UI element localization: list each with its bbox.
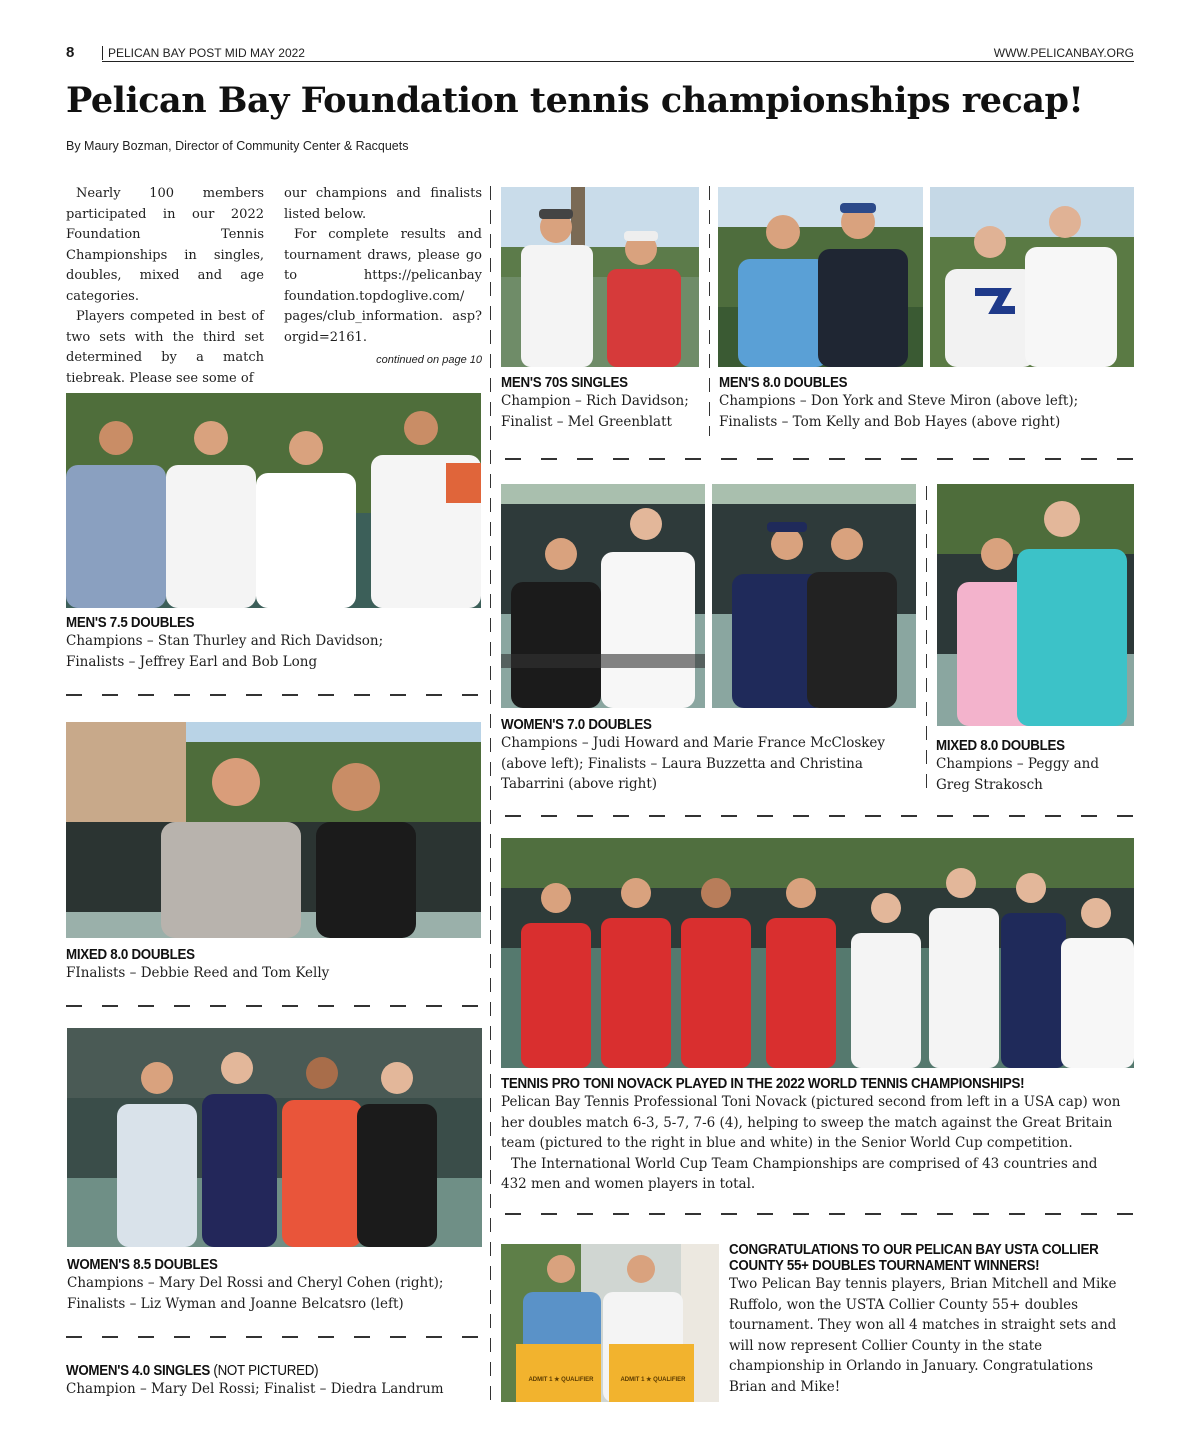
caption-heading: WOMEN'S 7.0 DOUBLES xyxy=(501,717,652,733)
caption-heading: MEN'S 8.0 DOUBLES xyxy=(719,375,848,391)
caption-womens-40 xyxy=(66,1363,486,1400)
column-divider xyxy=(926,486,927,796)
caption-line: Champion – Mary Del Rossi; Finalist – Diedra Landrum xyxy=(66,1381,444,1397)
photo-usta-winners xyxy=(501,1244,719,1402)
photo-mens-80-doubles-champions xyxy=(718,187,923,367)
caption-line: Finalists – Tom Kelly and Bob Hayes (above right) xyxy=(719,413,1061,430)
caption-line: Finalists – Liz Wyman and Joanne Belcatsro (left) xyxy=(67,1295,404,1312)
heading-text: WOMEN'S 4.0 SINGLES xyxy=(66,1363,210,1379)
intro-column-2 xyxy=(284,184,482,371)
section-divider xyxy=(505,458,1135,460)
photo-mixed-80-champions xyxy=(937,484,1134,726)
intro-paragraph-4: For complete results and tournament draws, please go to https://pelicanbay foundation.topdoglive.com/ pages/club_information. asp?orgid=2161. xyxy=(284,227,482,345)
photo-womens-85-doubles xyxy=(67,1028,482,1247)
caption-heading: MIXED 8.0 DOUBLES xyxy=(936,738,1065,754)
section-divider xyxy=(66,694,486,696)
caption-heading: WOMEN'S 8.5 DOUBLES xyxy=(67,1257,218,1273)
website-link[interactable]: WWW.PELICANBAY.ORG xyxy=(993,46,1134,60)
caption-line: Finalist – Mel Greenblatt xyxy=(501,413,672,430)
caption-heading: MIXED 8.0 DOUBLES xyxy=(66,947,195,963)
photo-mens-75-doubles xyxy=(66,393,481,608)
section-divider xyxy=(505,1213,1135,1215)
caption-line: (above left); Finalists – Laura Buzzetta and Christina xyxy=(501,755,863,772)
column-divider xyxy=(709,186,710,436)
caption-line: Greg Strakosch xyxy=(936,776,1043,793)
heading-note: (NOT PICTURED) xyxy=(213,1363,319,1379)
towel-label: ADMIT 1 ★ QUALIFIER xyxy=(528,1377,594,1383)
intro-column-1 xyxy=(66,184,264,389)
caption-womens-70 xyxy=(501,717,916,795)
section-divider xyxy=(505,815,1135,817)
caption-line: Champions – Stan Thurley and Rich Davidson; xyxy=(66,633,384,649)
caption-world-tennis xyxy=(501,1076,1134,1195)
towel-label: ADMIT 1 ★ QUALIFIER xyxy=(620,1377,686,1383)
caption-line: Finalists – Jeffrey Earl and Bob Long xyxy=(66,653,318,670)
caption-line: FInalists – Debbie Reed and Tom Kelly xyxy=(66,965,330,981)
caption-heading: COUNTY 55+ DOUBLES TOURNAMENT WINNERS! xyxy=(729,1258,1040,1274)
caption-line: Champions – Judi Howard and Marie France McCloskey xyxy=(501,735,886,751)
photo-world-tennis-team xyxy=(501,838,1134,1068)
header-divider xyxy=(102,46,103,60)
caption-line: Tabarrini (above right) xyxy=(501,776,658,792)
photo-mixed-80-finalists xyxy=(66,722,481,938)
section-divider xyxy=(66,1336,486,1338)
intro-paragraph-2: Players competed in best of two sets with the third set determined by a match tiebreak. Please see some of xyxy=(66,309,264,386)
column-divider xyxy=(490,186,491,1406)
caption-heading: MEN'S 70S SINGLES xyxy=(501,375,628,391)
caption-line: Champion – Rich Davidson; xyxy=(501,393,689,409)
caption-mixed-80-finalists xyxy=(66,947,481,984)
caption-heading: MEN'S 7.5 DOUBLES xyxy=(66,615,195,631)
caption-line: Champions – Peggy and xyxy=(936,756,1099,772)
caption-mixed-80-champions xyxy=(936,738,1134,795)
caption-heading: TENNIS PRO TONI NOVACK PLAYED IN THE 2022 WORLD TENNIS CHAMPIONSHIPS! xyxy=(501,1076,1025,1092)
page-number: 8 xyxy=(66,44,75,61)
caption-paragraph: Pelican Bay Tennis Professional Toni Novack (pictured second from left in a USA cap) won her doubles match 6-3, 5-7, 7-6 (4), helping to sweep the match against the Great Britain team (pictured to the right in blue and white) in the Senior World Cup competition. xyxy=(501,1094,1121,1151)
intro-paragraph-1: Nearly 100 members participated in our 2022 Foundation Tennis Championships in singles, doubles, mixed and age categories. xyxy=(66,186,264,304)
photo-mens-70s-singles xyxy=(501,187,699,367)
byline: By Maury Bozman, Director of Community Center & Racquets xyxy=(66,139,409,153)
caption-heading xyxy=(66,1363,452,1379)
caption-paragraph: The International World Cup Team Championships are comprised of 43 countries and 432 men and women players in total. xyxy=(501,1155,1098,1192)
photo-womens-70-finalists xyxy=(712,484,916,708)
caption-heading: CONGRATULATIONS TO OUR PELICAN BAY USTA COLLIER xyxy=(729,1242,1099,1258)
publication-name: PELICAN BAY POST MID MAY 2022 xyxy=(108,46,305,60)
caption-usta xyxy=(729,1242,1134,1397)
intro-paragraph-3: our champions and finalists listed below. xyxy=(284,186,482,222)
caption-womens-85 xyxy=(67,1257,482,1314)
caption-line: Champions – Don York and Steve Miron (above left); xyxy=(719,393,1079,409)
article-title: Pelican Bay Foundation tennis championships recap! xyxy=(66,80,1084,121)
continued-note: continued on page 10 xyxy=(376,354,482,366)
caption-paragraph: Two Pelican Bay tennis players, Brian Mitchell and Mike Ruffolo, won the USTA Collier County 55+ doubles tournament. They won all 4 matches in straight sets and will now represent Collier County in the state championship in Orlando in January. Congratulations Brian and Mike! xyxy=(729,1276,1117,1395)
header-rule xyxy=(102,61,1134,62)
photo-mens-80-doubles-finalists xyxy=(930,187,1134,367)
caption-mens-70s xyxy=(501,375,701,432)
caption-mens-75 xyxy=(66,615,481,672)
caption-line: Champions – Mary Del Rossi and Cheryl Cohen (right); xyxy=(67,1275,444,1291)
caption-mens-80 xyxy=(719,375,1134,432)
photo-womens-70-champions xyxy=(501,484,705,708)
section-divider xyxy=(66,1005,486,1007)
